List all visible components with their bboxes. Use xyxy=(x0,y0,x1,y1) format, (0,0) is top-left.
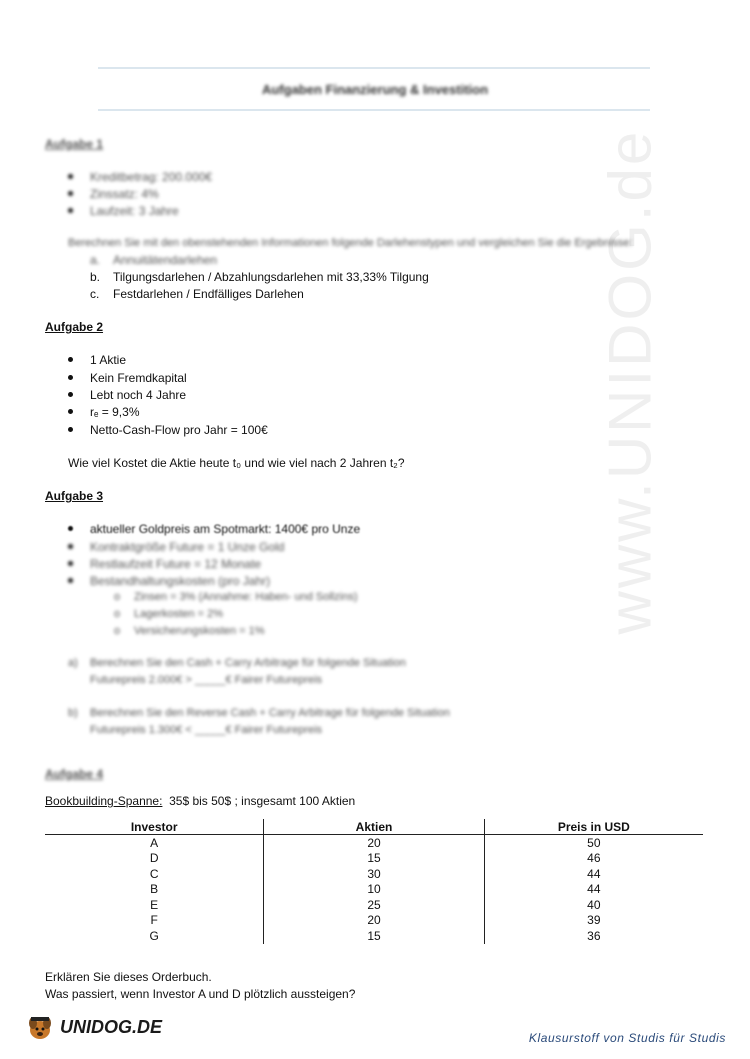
task3-part-a: a) Berechnen Sie den Cash + Carry Arbitrage für folgende Situation xyxy=(68,657,406,669)
column-header-preis: Preis in USD xyxy=(484,819,703,835)
task1-item: c. Festdarlehen / Endfälliges Darlehen xyxy=(90,287,304,301)
task3-sub-bullet: o Zinsen = 3% (Annahme: Haben- und Sollzins) xyxy=(114,591,358,603)
title-rule-top xyxy=(98,67,650,69)
task2-bullet: Netto-Cash-Flow pro Jahr = 100€ xyxy=(68,423,268,437)
table-cell: 44 xyxy=(484,866,703,882)
table-cell: A xyxy=(150,835,159,850)
table-cell: 46 xyxy=(484,851,703,867)
task3-bullet: Kontraktgröße Future = 1 Unze Gold xyxy=(68,540,284,554)
task2-question: Wie viel Kostet die Aktie heute t₀ und wie viel nach 2 Jahren t₂? xyxy=(68,456,405,470)
bookbuilding-text: 35$ bis 50$ ; insgesamt 100 Aktien xyxy=(169,794,356,808)
column-header-aktien: Aktien xyxy=(264,819,484,835)
task3-part-a-line2: Futurepreis 2.000€ > _____€ Fairer Futurepreis xyxy=(90,674,323,686)
table-cell: 50 xyxy=(484,835,703,851)
bookbuilding-line xyxy=(45,794,355,808)
table-row xyxy=(45,928,703,944)
table-cell: E xyxy=(150,897,159,912)
task3-part-b: b) Berechnen Sie den Reverse Cash + Carry Arbitrage für folgende Situation xyxy=(68,707,450,719)
bookbuilding-label: Bookbuilding-Spanne: xyxy=(45,794,163,808)
closing-line-1: Erklären Sie dieses Orderbuch. xyxy=(45,970,212,984)
table-row xyxy=(45,913,703,929)
task1-item: b. Tilgungsdarlehen / Abzahlungsdarlehen mit 33,33% Tilgung xyxy=(90,270,429,284)
table-cell: 15 xyxy=(264,928,484,944)
task1-bullet: Laufzeit: 3 Jahre xyxy=(68,204,179,218)
table-cell: G xyxy=(149,928,159,943)
logo-text: UNIDOG.DE xyxy=(60,1016,163,1037)
title-rule-bottom xyxy=(98,109,650,111)
task1-bullet: Kreditbetrag: 200.000€ xyxy=(68,170,212,184)
table-cell: B xyxy=(150,882,159,897)
table-cell: 20 xyxy=(264,835,484,851)
task3-sub-bullet: o Versicherungskosten = 1% xyxy=(114,625,265,637)
table-cell: C xyxy=(149,866,159,881)
task3-part-b-line2: Futurepreis 1.300€ < _____€ Fairer Futurepreis xyxy=(90,724,323,736)
table-row xyxy=(45,866,703,882)
task1-item: a. Annuitätendarlehen xyxy=(90,253,218,267)
closing-line-2: Was passiert, wenn Investor A und D plötzlich aussteigen? xyxy=(45,987,356,1001)
table-cell: 15 xyxy=(264,851,484,867)
table-row xyxy=(45,835,703,851)
task3-bullet: aktueller Goldpreis am Spotmarkt: 1400€ pro Unze xyxy=(68,522,360,536)
task2-bullet: 1 Aktie xyxy=(68,353,126,367)
task3-heading: Aufgabe 3 xyxy=(45,489,104,503)
task4-heading: Aufgabe 4 xyxy=(45,767,104,781)
task2-bullet: Lebt noch 4 Jahre xyxy=(68,388,186,402)
table-row xyxy=(45,851,703,867)
table-row xyxy=(45,882,703,898)
task2-heading: Aufgabe 2 xyxy=(45,320,104,334)
task3-bullet: Bestandhaltungskosten (pro Jahr) xyxy=(68,574,270,588)
task1-instruction: Berechnen Sie mit den obenstehenden Informationen folgende Darlehenstypen und vergleichen Sie die Ergebnisse: xyxy=(68,237,633,249)
task3-sub-bullet: o Lagerkosten = 2% xyxy=(114,608,223,620)
orderbook-table xyxy=(45,819,703,944)
table-row xyxy=(45,897,703,913)
column-header-investor: Investor xyxy=(45,819,264,835)
unidog-logo xyxy=(25,1014,162,1042)
task3-bullet: Restlaufzeit Future = 12 Monate xyxy=(68,557,261,571)
table-cell: 39 xyxy=(484,913,703,929)
dog-mascot-icon xyxy=(25,1014,55,1042)
table-cell: F xyxy=(150,913,158,928)
table-cell: 44 xyxy=(484,882,703,898)
table-cell: 20 xyxy=(264,913,484,929)
table-cell: 30 xyxy=(264,866,484,882)
table-header-row xyxy=(45,819,703,835)
table-cell: D xyxy=(149,851,159,866)
task1-heading: Aufgabe 1 xyxy=(45,137,104,151)
task1-bullet: Zinssatz: 4% xyxy=(68,187,159,201)
task2-bullet: rₑ = 9,3% xyxy=(68,405,139,419)
table-cell: 36 xyxy=(484,928,703,944)
task2-bullet: Kein Fremdkapital xyxy=(68,371,187,385)
document-title: Aufgaben Finanzierung & Investition xyxy=(261,82,489,97)
footer-tagline: Klausurstoff von Studis für Studis xyxy=(528,1031,726,1045)
table-cell: 40 xyxy=(484,897,703,913)
table-cell: 10 xyxy=(264,882,484,898)
table-cell: 25 xyxy=(264,897,484,913)
